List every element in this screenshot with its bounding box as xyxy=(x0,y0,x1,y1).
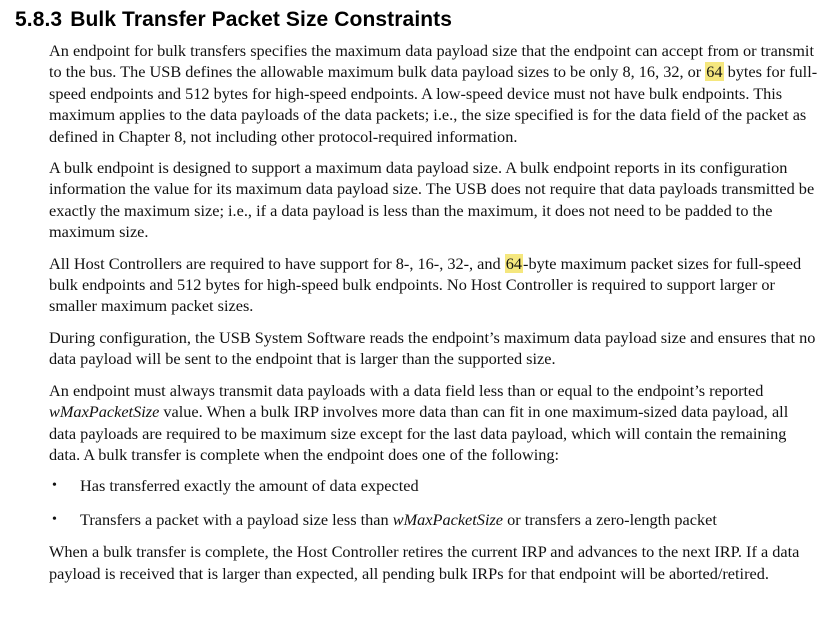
list-item xyxy=(49,509,819,530)
paragraph-4: During configuration, the USB System Software reads the endpoint’s maximum data payload size and ensures that no data payload will be sent to the endpoint that is larger than the supported size. xyxy=(49,327,816,369)
paragraph-5-text-b: value. When a bulk IRP involves more data than can fit in one maximum-sized data payload, all data payloads are required to be maximum size except for the last data payload, which will contain the remaining data. A bulk transfer is complete when the endpoint does one of the following: xyxy=(49,402,789,464)
paragraph-3-text-b: -byte maximum packet sizes for full-speed bulk endpoints and 512 bytes for high-speed bulk endpoints. No Host Controller is required to support larger or smaller maximum packet sizes. xyxy=(49,253,802,316)
bullet-icon: • xyxy=(52,511,57,527)
list-item-text-b: or transfers a zero-length packet xyxy=(503,509,717,529)
paragraph-3 xyxy=(49,253,819,317)
list-item xyxy=(49,475,819,496)
list-item-text: Has transferred exactly the amount of data expected xyxy=(80,476,419,496)
paragraph-3-text-a: All Host Controllers are required to have support for 8-, 16-, 32-, and xyxy=(49,253,505,273)
completion-list xyxy=(49,475,819,530)
paragraph-2: A bulk endpoint is designed to support a maximum data payload size. A bulk endpoint reports in its configuration information the value for its maximum data payload size. The USB does not require that data payloads transmitted be exactly the maximum size; i.e., if a data payload is less than the maximum, it does not need to be padded to the maximum size. xyxy=(49,158,815,242)
section-heading xyxy=(15,8,452,32)
paragraph-5 xyxy=(49,380,819,466)
wmaxpacketsize-term: wMaxPacketSize xyxy=(49,402,160,422)
paragraph-6: When a bulk transfer is complete, the Host Controller retires the current IRP and advances to the next IRP. If a data payload is received that is larger than expected, all pending bulk IRPs for that endpoint will be aborted/retired. xyxy=(49,542,800,583)
paragraph-1 xyxy=(49,40,819,147)
list-item-text-a: Transfers a packet with a payload size less than xyxy=(80,509,393,529)
paragraph-1-text-a: An endpoint for bulk transfers specifies the maximum data payload size that the endpoint can accept from or transmit to the bus. The USB defines the allowable maximum bulk data payload sizes to be only 8, 16, 32, or xyxy=(49,41,814,82)
paragraph-1-text-b: bytes for full-speed endpoints and 512 bytes for high-speed endpoints. A low-speed device must not have bulk endpoints. This maximum applies to the data payloads of the data packets; i.e., the size specified is for the data field of the packet as defined in Chapter 8, not including other protocol-required information. xyxy=(49,62,818,146)
highlight-64: 64 xyxy=(706,62,723,82)
section-title: Bulk Transfer Packet Size Constraints xyxy=(70,8,453,31)
section-number: 5.8.3 xyxy=(15,8,63,31)
wmaxpacketsize-term: wMaxPacketSize xyxy=(392,509,504,529)
bullet-icon: • xyxy=(52,478,57,494)
paragraph-5-text-a: An endpoint must always transmit data payloads with a data field less than or equal to the endpoint’s reported xyxy=(49,380,764,400)
highlight-64-b: 64 xyxy=(505,253,523,273)
section-body xyxy=(49,40,819,594)
